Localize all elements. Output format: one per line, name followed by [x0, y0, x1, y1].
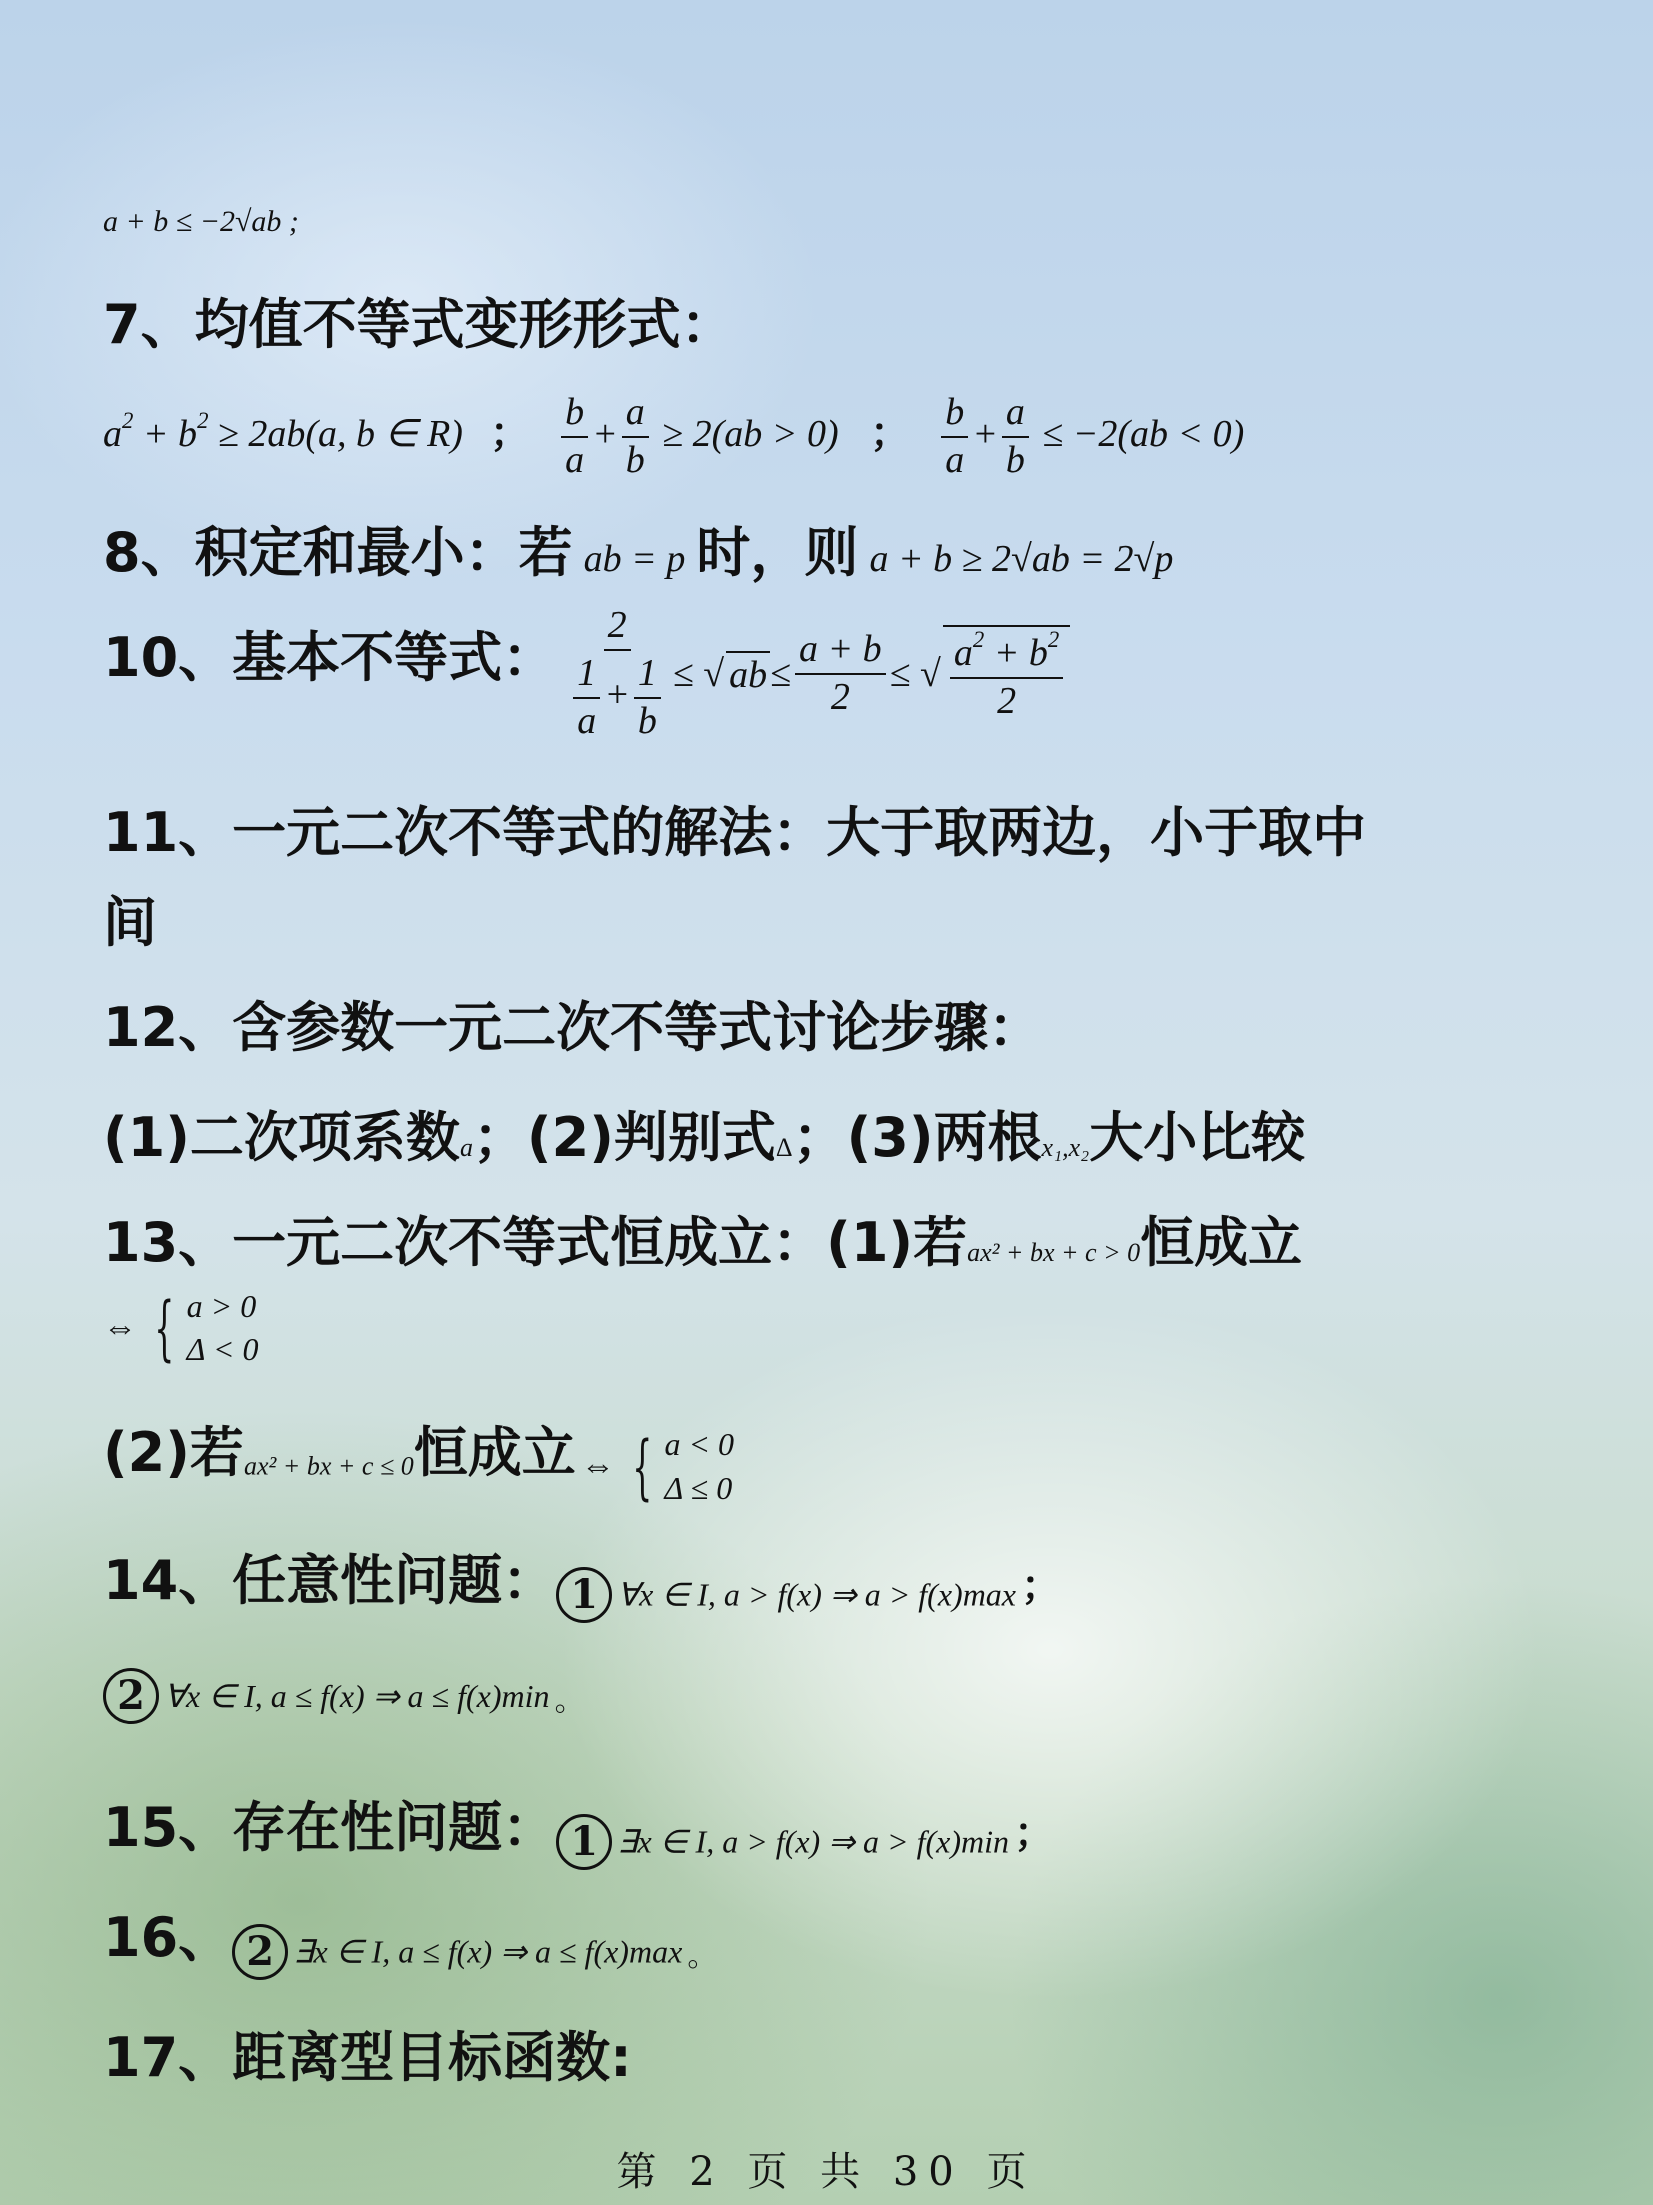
formula-10: 2 $\frac{1}{a}$ + $\frac{1}{b}$ ≤ √ ab ≤ $\frac{a + b}{2}$ ≤ √ $\frac{a^2 + b^2}{2}$ [561, 605, 1070, 742]
case-2: Δ < 0 [186, 1331, 259, 1368]
case-2: Δ ≤ 0 [664, 1469, 733, 1506]
heading-16-text: 16、 [103, 1906, 233, 1969]
heading-15 [103, 1785, 1054, 1870]
period: 。 [687, 1940, 718, 1973]
heading-14 [103, 1538, 1061, 1623]
step-1: (1)二次项系数 [103, 1106, 460, 1169]
formula-16-1: ∃x ∈ I, a ≤ f(x) ⇒ a ≤ f(x)max [293, 1933, 683, 1970]
circled-2-icon: 2 [232, 1924, 288, 1980]
formula-14-2: ∀x ∈ I, a ≤ f(x) ⇒ a ≤ f(x)min [164, 1678, 550, 1714]
heading-13 [103, 1200, 1302, 1277]
case-1: a < 0 [664, 1426, 735, 1463]
heading-10-text: 10、基本不等式： [103, 626, 557, 689]
step-3: ；(3)两根 [792, 1106, 1042, 1169]
formula-line-7 [103, 392, 1244, 482]
formula-7-3: $\frac{b}{a}$ + $\frac{a}{b}$ ≤ −2(ab < 0) [937, 413, 1244, 455]
formula-7-1: $a^2 + b^2 \ge 2ab(a$, b ∈ R) [103, 407, 463, 455]
heading-17-text: 17、距离型目标函数: [103, 2026, 632, 2089]
steps-12 [103, 1095, 1305, 1172]
step-1-var: a [459, 1133, 473, 1162]
sep: ； [1021, 1563, 1062, 1609]
heading-7-text: 7、均值不等式变形形式： [103, 293, 735, 356]
heading-16 [103, 1895, 717, 1980]
heading-8-then: 时，则 [696, 521, 859, 584]
heading-14-text: 14、任意性问题： [103, 1549, 557, 1612]
circled-1-icon: 1 [556, 1567, 612, 1623]
heading-17 [103, 2015, 632, 2092]
sep: ； [1014, 1810, 1055, 1856]
formula-7-2: $\frac{b}{a}$ + $\frac{a}{b}$ ≥ 2(ab > 0) [557, 413, 848, 455]
step-2-var: Δ [775, 1133, 793, 1162]
iff-icon: ⇔ [103, 1309, 137, 1347]
period: 。 [554, 1684, 585, 1718]
formula-8-cond: ab = p [583, 538, 686, 580]
heading-13-text: 13、一元二次不等式恒成立：(1)若 [103, 1211, 968, 1274]
heading-12 [103, 985, 1042, 1062]
case-1: a > 0 [186, 1288, 257, 1324]
heading-15-text: 15、存在性问题： [103, 1796, 557, 1859]
sep: ； [870, 409, 911, 456]
heading-11-cont [103, 880, 157, 957]
heading-11 [103, 790, 1366, 867]
heading-10 [103, 604, 1070, 742]
step-3-var: x₁,x₂ [1041, 1133, 1090, 1162]
formula-text: a + b ≤ −2√ab ; [103, 205, 299, 238]
sep: ； [490, 409, 531, 456]
heading-13-tail: 恒成立 [1140, 1211, 1303, 1274]
circled-1-icon: 1 [556, 1814, 612, 1870]
formula-15-1: ∃x ∈ I, a > f(x) ⇒ a > f(x)min [617, 1823, 1010, 1860]
formula-13-2: ax² + bx + c ≤ 0 [243, 1451, 414, 1481]
heading-11-text: 11、一元二次不等式的解法：大于取两边，小于取中 [103, 801, 1367, 864]
heading-13-2: (2)若ax² + bx + c ≤ 0恒成立 ⇔ { a < 0 Δ ≤ 0 [103, 1410, 734, 1510]
formula-8: a + b ≥ 2√ab = 2√p [869, 538, 1174, 580]
step-2: ；(2)判别式 [472, 1106, 776, 1169]
formula-line-0 [103, 205, 299, 239]
sub-13-tail: 恒成立 [413, 1421, 576, 1484]
formula-13-1: ax² + bx + c > 0 [967, 1238, 1141, 1267]
circled-2-icon: 2 [103, 1668, 159, 1724]
heading-8 [103, 510, 1173, 587]
formula-14-2-line [103, 1668, 585, 1724]
sub-13-label: (2)若 [103, 1421, 244, 1484]
heading-7 [103, 282, 735, 359]
formula-14-1: ∀x ∈ I, a > f(x) ⇒ a > f(x)max [617, 1576, 1016, 1613]
iff-icon: ⇔ [580, 1447, 615, 1485]
step-3-tail: 大小比较 [1089, 1106, 1306, 1169]
heading-12-text: 12、含参数一元二次不等式讨论步骤： [103, 996, 1043, 1059]
cases-13-1: ⇔ { a > 0 Δ < 0 [103, 1285, 258, 1371]
heading-11-text-cont: 间 [103, 891, 157, 954]
heading-8-text: 8、积定和最小：若 [103, 521, 573, 584]
page-footer: 第 2 页 共 30 页 [616, 2149, 1037, 2195]
